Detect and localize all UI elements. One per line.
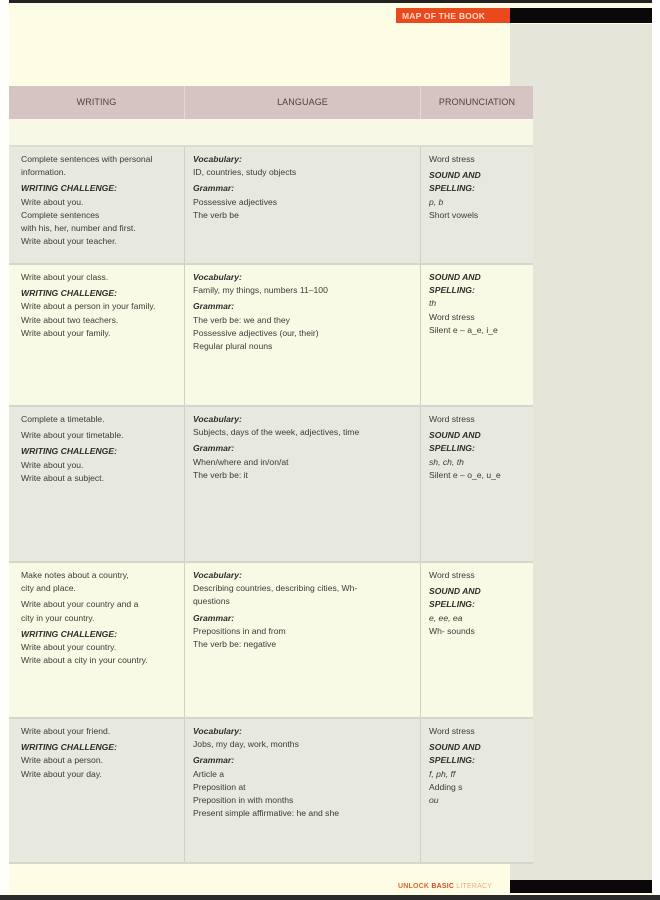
cell-pronunciation bbox=[421, 265, 533, 405]
cell-pronunciation bbox=[421, 563, 533, 717]
list-item: city and place. bbox=[21, 583, 76, 594]
list-item: Silent e – a_e, i_e bbox=[429, 324, 498, 335]
section-heading: SPELLING: bbox=[429, 183, 475, 194]
column-header-writing: WRITING bbox=[9, 86, 185, 119]
cell-writing bbox=[9, 147, 185, 263]
top-rule bbox=[0, 0, 660, 3]
table-row bbox=[9, 719, 533, 864]
list-item: Complete sentences with personal bbox=[21, 154, 153, 164]
list-item: The verb be: we and they bbox=[193, 314, 290, 325]
list-item: Family, my things, numbers 11–100 bbox=[193, 285, 328, 296]
column-header-pronunciation: PRONUNCIATION bbox=[438, 97, 516, 107]
brand-unlock: UNLOCK bbox=[398, 883, 430, 890]
column-header-language: LANGUAGE bbox=[185, 86, 421, 119]
cell-language bbox=[185, 719, 421, 862]
footer-bar bbox=[510, 880, 652, 893]
section-header bbox=[396, 8, 652, 23]
list-item: ou bbox=[429, 795, 439, 806]
cell-pronunciation bbox=[421, 719, 533, 862]
list-item: Possessive adjectives (our, their) bbox=[193, 327, 319, 338]
list-item: p, b bbox=[429, 196, 444, 207]
list-item: Write about a person in your family. bbox=[21, 301, 156, 312]
bottom-rule bbox=[0, 895, 660, 900]
cell-writing bbox=[9, 719, 185, 862]
section-heading: SOUND AND bbox=[429, 430, 481, 441]
list-item: ID, countries, study objects bbox=[193, 167, 297, 178]
list-item: information. bbox=[21, 167, 66, 178]
list-item: Make notes about a country, bbox=[21, 570, 129, 580]
list-item: Complete sentences bbox=[21, 209, 100, 220]
list-item: Silent e – o_e, u_e bbox=[429, 469, 501, 480]
list-item: Word stress bbox=[429, 726, 475, 736]
section-heading: SOUND AND bbox=[429, 170, 481, 181]
list-item: Word stress bbox=[429, 154, 475, 164]
section-heading: Grammar: bbox=[193, 301, 235, 312]
section-heading: Grammar: bbox=[193, 612, 235, 623]
list-item: with his, her, number and first. bbox=[21, 223, 136, 234]
list-item: Possessive adjectives bbox=[193, 196, 278, 207]
list-item: Complete a timetable. bbox=[21, 414, 105, 424]
list-item: Article a bbox=[193, 768, 225, 779]
list-item: Jobs, my day, work, months bbox=[193, 739, 299, 750]
cell-language bbox=[185, 147, 421, 263]
section-heading: Vocabulary: bbox=[193, 414, 242, 424]
cell-language bbox=[185, 407, 421, 561]
list-item: Write about your timetable. bbox=[21, 430, 124, 441]
list-item: Write about a subject. bbox=[21, 472, 104, 483]
cell-writing bbox=[9, 407, 185, 561]
list-item: Regular plural nouns bbox=[193, 341, 273, 352]
section-heading: Vocabulary: bbox=[193, 570, 242, 580]
section-heading: SPELLING: bbox=[429, 755, 475, 766]
section-heading: Vocabulary: bbox=[193, 726, 242, 736]
page-edge bbox=[0, 0, 9, 900]
list-item: e, ee, ea bbox=[429, 612, 463, 623]
list-item: The verb be: it bbox=[193, 469, 248, 480]
cell-writing bbox=[9, 265, 185, 405]
list-item: Word stress bbox=[429, 570, 475, 580]
list-item: Write about a person. bbox=[21, 755, 104, 766]
section-heading: Vocabulary: bbox=[193, 272, 242, 282]
list-item: Prepositions in and from bbox=[193, 625, 286, 636]
table-row bbox=[9, 265, 533, 407]
section-heading: Grammar: bbox=[193, 443, 235, 454]
list-item: city in your country. bbox=[21, 612, 95, 623]
header-bar bbox=[510, 8, 652, 23]
table-row bbox=[9, 407, 533, 563]
list-item: Word stress bbox=[429, 311, 475, 322]
list-item: Write about your country. bbox=[21, 642, 117, 653]
section-heading: SPELLING: bbox=[429, 285, 475, 296]
list-item: Write about your class. bbox=[21, 272, 109, 282]
cell-pronunciation bbox=[421, 407, 533, 561]
brand-literacy: LITERACY bbox=[456, 883, 493, 890]
section-heading: WRITING CHALLENGE: bbox=[21, 288, 117, 299]
header-spacer-row bbox=[9, 119, 533, 147]
footer bbox=[396, 880, 652, 893]
section-heading: WRITING CHALLENGE: bbox=[21, 446, 117, 457]
section-heading: SPELLING: bbox=[429, 599, 475, 610]
page-edge-right bbox=[652, 0, 660, 900]
section-heading: Grammar: bbox=[193, 755, 235, 766]
section-heading: SOUND AND bbox=[429, 742, 481, 753]
list-item: Write about your country and a bbox=[21, 599, 139, 610]
section-heading: WRITING CHALLENGE: bbox=[21, 628, 117, 639]
list-item: Write about your day. bbox=[21, 768, 102, 779]
list-item: questions bbox=[193, 596, 230, 607]
cell-pronunciation bbox=[421, 147, 533, 263]
map-of-book-table bbox=[9, 147, 533, 864]
brand-logo bbox=[396, 883, 510, 890]
table-row bbox=[9, 563, 533, 719]
list-item: Word stress bbox=[429, 414, 475, 424]
list-item: Adding s bbox=[429, 781, 463, 792]
cell-writing bbox=[9, 563, 185, 717]
list-item: Subjects, days of the week, adjectives, time bbox=[193, 427, 360, 438]
list-item: The verb be: negative bbox=[193, 639, 277, 650]
list-item: Write about you. bbox=[21, 459, 84, 470]
section-heading: SOUND AND bbox=[429, 586, 481, 597]
cell-language bbox=[185, 563, 421, 717]
list-item: Preposition in with months bbox=[193, 795, 294, 806]
section-tab-label: MAP OF THE BOOK bbox=[396, 8, 510, 23]
table-row bbox=[9, 147, 533, 265]
list-item: sh, ch, th bbox=[429, 456, 464, 467]
list-item: Write about two teachers. bbox=[21, 314, 119, 325]
list-item: Write about your friend. bbox=[21, 726, 111, 736]
section-heading: SPELLING: bbox=[429, 443, 475, 454]
section-heading: WRITING CHALLENGE: bbox=[21, 183, 117, 194]
list-item: Write about your family. bbox=[21, 327, 111, 338]
list-item: The verb be bbox=[193, 209, 239, 220]
list-item: Present simple affirmative: he and she bbox=[193, 808, 340, 819]
brand-basic: BASIC bbox=[431, 883, 455, 890]
list-item: Short vowels bbox=[429, 209, 479, 220]
list-item: Describing countries, describing cities, Wh- bbox=[193, 583, 358, 594]
column-headers bbox=[9, 86, 533, 119]
list-item: f, ph, ff bbox=[429, 768, 456, 779]
list-item: Wh- sounds bbox=[429, 625, 475, 636]
list-item: When/where and in/on/at bbox=[193, 456, 289, 467]
section-heading: Grammar: bbox=[193, 183, 235, 194]
list-item: Write about a city in your country. bbox=[21, 655, 148, 666]
list-item: Preposition at bbox=[193, 781, 246, 792]
list-item: Write about you. bbox=[21, 196, 84, 207]
section-heading: WRITING CHALLENGE: bbox=[21, 742, 117, 753]
cell-language bbox=[185, 265, 421, 405]
section-heading: Vocabulary: bbox=[193, 154, 242, 164]
list-item: Write about your teacher. bbox=[21, 236, 117, 247]
section-heading: SOUND AND bbox=[429, 272, 481, 282]
list-item: th bbox=[429, 298, 437, 309]
